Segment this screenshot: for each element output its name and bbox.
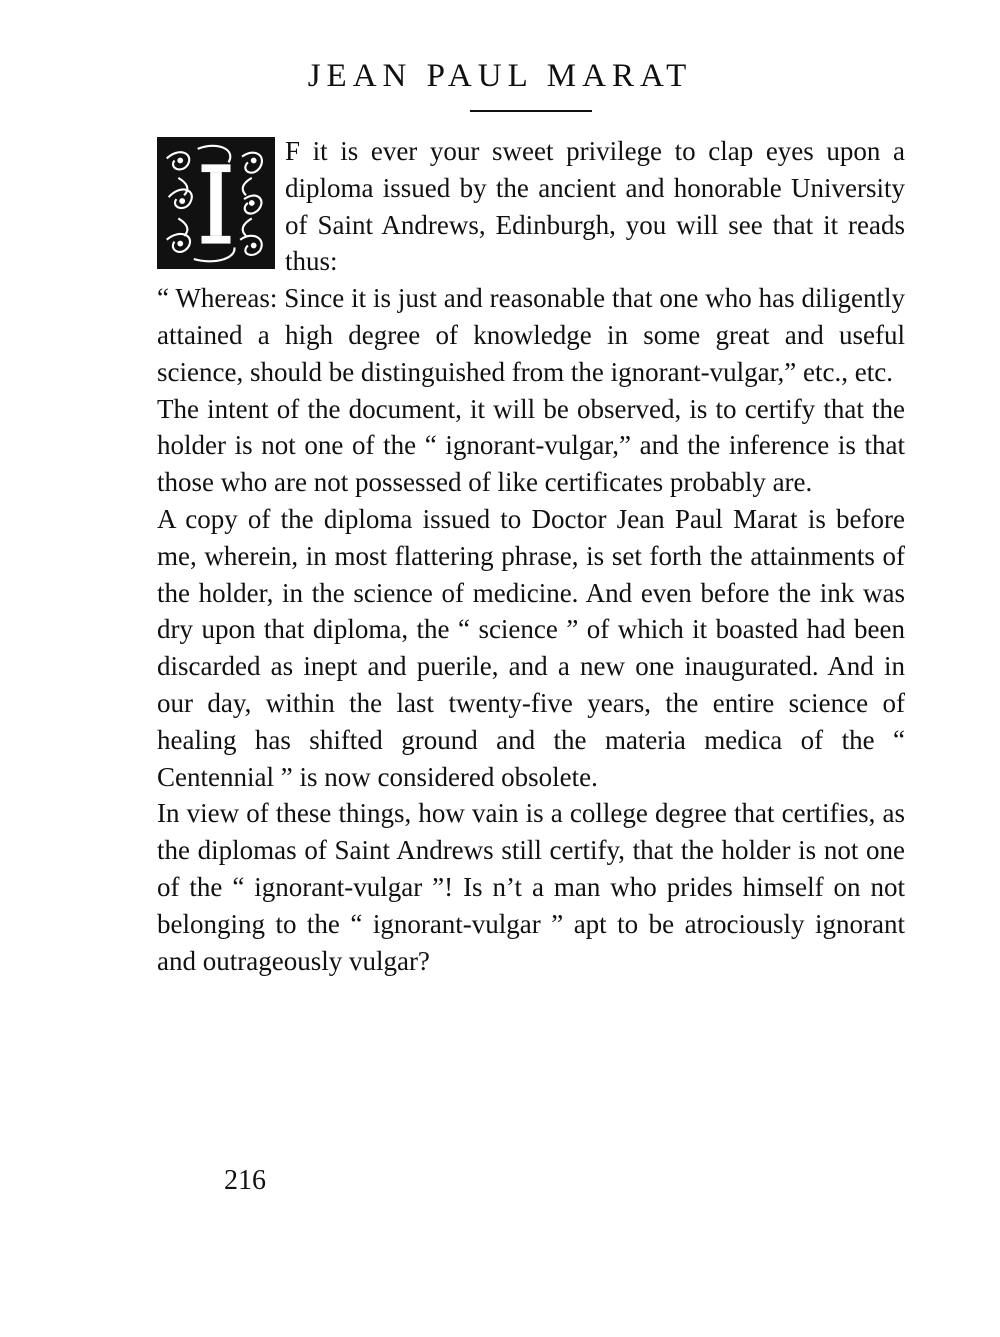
ornamental-initial-icon bbox=[157, 137, 275, 269]
paragraph-2: “ Whereas: Since it is just and reasonable that one who has diligently attained a high degree of knowledge in some great and useful science, should be distinguished from the ignorant-vulgar,” etc., etc. bbox=[157, 283, 905, 387]
body-text bbox=[157, 133, 905, 979]
paragraph-4: A copy of the diploma issued to Doctor Jean Paul Marat is before me, wherein, in most flattering phrase, is set forth the attainments of the holder, in the science of medicine. And even before the ink was dry upon that diploma, the “ science ” of which it boasted had been discarded as inept and puerile, and a new one inaugurated. And in our day, within the last twenty-five years, the entire science of healing has shifted ground and the materia medica of the “ Centennial ” is now considered obsolete. bbox=[157, 503, 905, 792]
paragraph-5: In view of these things, how vain is a college degree that certifies, as the diplomas of Saint Andrews still certify, that the holder is not one of the “ ignorant-vulgar ”! Is n’t a man who prides himself on not belonging to the “ ignorant-vulgar ” apt to be atrociously ignorant and outrageously vulgar? bbox=[157, 798, 905, 976]
paragraph-3: The intent of the document, it will be observed, is to certify that the holder is not one of the “ ignorant-vulgar,” and the inference is that those who are not possessed of like certificates probably are. bbox=[157, 393, 905, 498]
running-title: JEAN PAUL MARAT bbox=[307, 58, 693, 94]
paragraph-1-text: F it is ever your sweet privilege to clap eyes upon a diploma issued by the ancient and honorable University of Saint Andrews, Edinburgh, you will see that it reads thus: bbox=[285, 136, 905, 277]
paragraph-1 bbox=[157, 133, 905, 280]
title-rule bbox=[470, 110, 592, 112]
page-number: 216 bbox=[224, 1165, 266, 1196]
